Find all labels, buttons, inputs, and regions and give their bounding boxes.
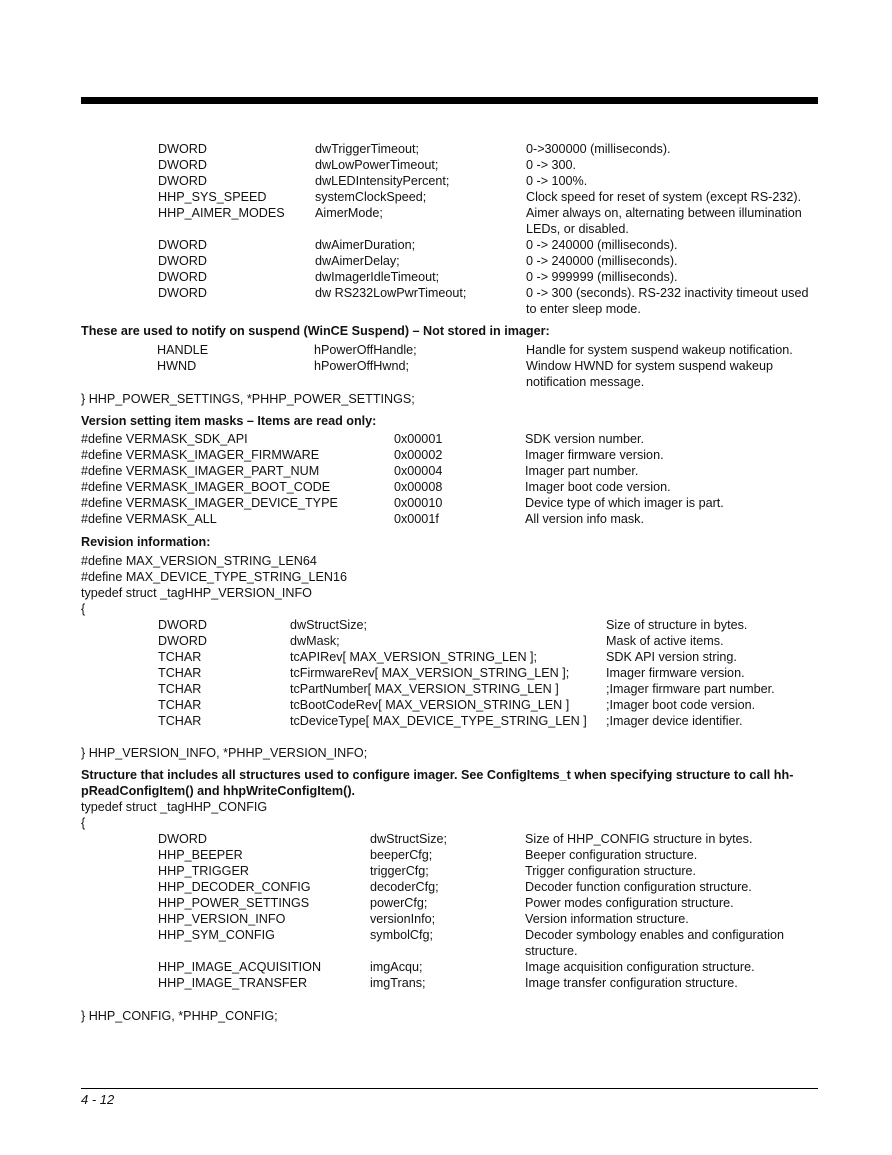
- cell-type: DWORD: [158, 174, 207, 188]
- cell-name: tcBootCodeRev[ MAX_VERSION_STRING_LEN ]: [290, 698, 570, 712]
- table-row: [0, 617, 892, 633]
- cell-name: #define VERMASK_ALL: [81, 512, 217, 526]
- table-row: [0, 681, 892, 697]
- cell-desc: Imager part number.: [525, 464, 639, 478]
- cell-desc: 0 -> 300.: [526, 158, 577, 172]
- table-row: [0, 479, 892, 495]
- vermask-heading: Version setting item masks – Items are read only:: [81, 414, 377, 428]
- cell-value: 0x00010: [394, 496, 443, 510]
- table-row: [0, 665, 892, 681]
- cell-type: TCHAR: [158, 698, 202, 712]
- cell-type: HHP_TRIGGER: [158, 864, 249, 878]
- cell-type: HHP_VERSION_INFO: [158, 912, 286, 926]
- cell-name: #define VERMASK_IMAGER_DEVICE_TYPE: [81, 496, 338, 510]
- cell-desc: All version info mask.: [525, 512, 644, 526]
- cell-desc: SDK version number.: [525, 432, 644, 446]
- cell-type: TCHAR: [158, 714, 202, 728]
- table-row: [0, 649, 892, 665]
- cell-type: DWORD: [158, 832, 207, 846]
- header-rule: [81, 97, 818, 104]
- cell-name: #define VERMASK_SDK_API: [81, 432, 248, 446]
- cell-desc: Image acquisition configuration structure.: [525, 960, 755, 974]
- cell-desc: Image transfer configuration structure.: [525, 976, 738, 990]
- cell-name: dwStructSize;: [290, 618, 367, 632]
- cell-desc: Size of HHP_CONFIG structure in bytes.: [525, 832, 753, 846]
- table-row: [0, 847, 892, 863]
- power-settings-close: } HHP_POWER_SETTINGS, *PHHP_POWER_SETTINGS;: [81, 392, 415, 406]
- cell-name: dwStructSize;: [370, 832, 447, 846]
- cell-type: HHP_BEEPER: [158, 848, 243, 862]
- cell-name: symbolCfg;: [370, 928, 433, 942]
- table-row: [0, 911, 892, 927]
- cell-name: #define VERMASK_IMAGER_FIRMWARE: [81, 448, 320, 462]
- cell-name: hPowerOffHwnd;: [314, 359, 409, 373]
- cell-desc: 0 -> 240000 (milliseconds).: [526, 238, 678, 252]
- table-row: [0, 879, 892, 895]
- cell-name: dwAimerDuration;: [315, 238, 416, 252]
- cell-type: HHP_SYS_SPEED: [158, 190, 267, 204]
- cell-desc: Device type of which imager is part.: [525, 496, 724, 510]
- cell-type: HHP_DECODER_CONFIG: [158, 880, 311, 894]
- table-row: [0, 358, 892, 389]
- cell-name: dw RS232LowPwrTimeout;: [315, 286, 467, 300]
- cell-name: tcAPIRev[ MAX_VERSION_STRING_LEN ];: [290, 650, 538, 664]
- revision-line: {: [81, 602, 86, 616]
- config-heading-line-1: Structure that includes all structures used to configure imager. See ConfigItems_t when specifying structure to call hh-: [81, 768, 794, 782]
- cell-desc: ;Imager firmware part number.: [606, 682, 775, 696]
- cell-name: dwTriggerTimeout;: [315, 142, 420, 156]
- cell-name: versionInfo;: [370, 912, 436, 926]
- cell-type: HHP_AIMER_MODES: [158, 206, 285, 220]
- cell-type: TCHAR: [158, 650, 202, 664]
- cell-name: hPowerOffHandle;: [314, 343, 417, 357]
- cell-name: triggerCfg;: [370, 864, 429, 878]
- cell-name: decoderCfg;: [370, 880, 439, 894]
- cell-desc: Decoder symbology enables and configuration structure.: [525, 928, 785, 958]
- revision-line: #define MAX_DEVICE_TYPE_STRING_LEN16: [81, 570, 347, 584]
- cell-name: dwAimerDelay;: [315, 254, 400, 268]
- table-row: [0, 173, 892, 189]
- cell-type: DWORD: [158, 270, 207, 284]
- cell-desc: Decoder function configuration structure.: [525, 880, 752, 894]
- cell-name: tcFirmwareRev[ MAX_VERSION_STRING_LEN ];: [290, 666, 570, 680]
- table-row: [0, 269, 892, 285]
- suspend-heading: These are used to notify on suspend (WinCE Suspend) – Not stored in imager:: [81, 324, 550, 338]
- cell-desc: SDK API version string.: [606, 650, 737, 664]
- cell-desc: 0 -> 100%.: [526, 174, 588, 188]
- revision-line: typedef struct _tagHHP_VERSION_INFO: [81, 586, 312, 600]
- table-row: [0, 511, 892, 527]
- table-row: [0, 959, 892, 975]
- table-row: [0, 342, 892, 358]
- cell-type: HHP_SYM_CONFIG: [158, 928, 275, 942]
- table-row: [0, 189, 892, 205]
- cell-name: dwMask;: [290, 634, 340, 648]
- cell-name: #define VERMASK_IMAGER_PART_NUM: [81, 464, 320, 478]
- table-row: [0, 927, 892, 958]
- cell-name: dwLowPowerTimeout;: [315, 158, 439, 172]
- cell-desc: Beeper configuration structure.: [525, 848, 698, 862]
- config-open-line: {: [81, 816, 86, 830]
- table-row: [0, 633, 892, 649]
- cell-type: HHP_IMAGE_ACQUISITION: [158, 960, 322, 974]
- cell-type: TCHAR: [158, 666, 202, 680]
- page-number: 4 - 12: [81, 1092, 115, 1107]
- cell-value: 0x00008: [394, 480, 443, 494]
- cell-name: dwLEDIntensityPercent;: [315, 174, 450, 188]
- table-row: [0, 141, 892, 157]
- cell-desc: Size of structure in bytes.: [606, 618, 748, 632]
- table-row: [0, 431, 892, 447]
- cell-type: HHP_IMAGE_TRANSFER: [158, 976, 308, 990]
- cell-name: tcDeviceType[ MAX_DEVICE_TYPE_STRING_LEN ]: [290, 714, 587, 728]
- cell-type: HWND: [157, 359, 197, 373]
- cell-desc: 0 -> 300 (seconds). RS-232 inactivity timeout used to enter sleep mode.: [526, 286, 809, 316]
- cell-type: DWORD: [158, 254, 207, 268]
- revision-line: #define MAX_VERSION_STRING_LEN64: [81, 554, 317, 568]
- config-heading-line-2: pReadConfigItem() and hhpWriteConfigItem().: [81, 784, 356, 798]
- cell-desc: Power modes configuration structure.: [525, 896, 734, 910]
- table-row: [0, 895, 892, 911]
- cell-name: imgAcqu;: [370, 960, 423, 974]
- version-info-close: } HHP_VERSION_INFO, *PHHP_VERSION_INFO;: [81, 746, 368, 760]
- config-close: } HHP_CONFIG, *PHHP_CONFIG;: [81, 1009, 278, 1023]
- cell-name: #define VERMASK_IMAGER_BOOT_CODE: [81, 480, 331, 494]
- cell-desc: Handle for system suspend wakeup notification.: [526, 343, 793, 357]
- cell-name: AimerMode;: [315, 206, 383, 220]
- cell-name: dwImagerIdleTimeout;: [315, 270, 440, 284]
- cell-type: TCHAR: [158, 682, 202, 696]
- cell-type: HHP_POWER_SETTINGS: [158, 896, 310, 910]
- cell-desc: Imager firmware version.: [525, 448, 664, 462]
- cell-name: beeperCfg;: [370, 848, 433, 862]
- cell-desc: ;Imager device identifier.: [606, 714, 743, 728]
- cell-name: powerCfg;: [370, 896, 428, 910]
- table-row: [0, 285, 892, 316]
- cell-type: HANDLE: [157, 343, 209, 357]
- table-row: [0, 975, 892, 991]
- table-row: [0, 157, 892, 173]
- cell-name: imgTrans;: [370, 976, 426, 990]
- cell-type: DWORD: [158, 142, 207, 156]
- table-row: [0, 495, 892, 511]
- table-row: [0, 713, 892, 729]
- cell-desc: Window HWND for system suspend wakeup notification message.: [526, 359, 774, 389]
- cell-desc: Clock speed for reset of system (except RS-232).: [526, 190, 802, 204]
- cell-type: DWORD: [158, 618, 207, 632]
- revision-heading: Revision information:: [81, 535, 211, 549]
- cell-desc: ;Imager boot code version.: [606, 698, 756, 712]
- cell-desc: Aimer always on, alternating between illumination LEDs, or disabled.: [526, 206, 802, 236]
- cell-value: 0x00002: [394, 448, 443, 462]
- cell-desc: 0->300000 (milliseconds).: [526, 142, 671, 156]
- config-open-line: typedef struct _tagHHP_CONFIG: [81, 800, 268, 814]
- table-row: [0, 463, 892, 479]
- cell-desc: 0 -> 999999 (milliseconds).: [526, 270, 678, 284]
- cell-value: 0x00004: [394, 464, 443, 478]
- table-row: [0, 253, 892, 269]
- cell-desc: Imager firmware version.: [606, 666, 745, 680]
- cell-desc: 0 -> 240000 (milliseconds).: [526, 254, 678, 268]
- cell-desc: Trigger configuration structure.: [525, 864, 697, 878]
- table-row: [0, 863, 892, 879]
- cell-desc: Mask of active items.: [606, 634, 724, 648]
- cell-value: 0x00001: [394, 432, 443, 446]
- cell-desc: Version information structure.: [525, 912, 689, 926]
- cell-type: DWORD: [158, 238, 207, 252]
- table-row: [0, 237, 892, 253]
- table-row: [0, 697, 892, 713]
- cell-name: systemClockSpeed;: [315, 190, 427, 204]
- table-row: [0, 447, 892, 463]
- table-row: [0, 831, 892, 847]
- table-row: [0, 205, 892, 236]
- cell-name: tcPartNumber[ MAX_VERSION_STRING_LEN ]: [290, 682, 559, 696]
- cell-value: 0x0001f: [394, 512, 439, 526]
- cell-desc: Imager boot code version.: [525, 480, 671, 494]
- cell-type: DWORD: [158, 634, 207, 648]
- footer-rule: [81, 1088, 818, 1089]
- cell-type: DWORD: [158, 158, 207, 172]
- cell-type: DWORD: [158, 286, 207, 300]
